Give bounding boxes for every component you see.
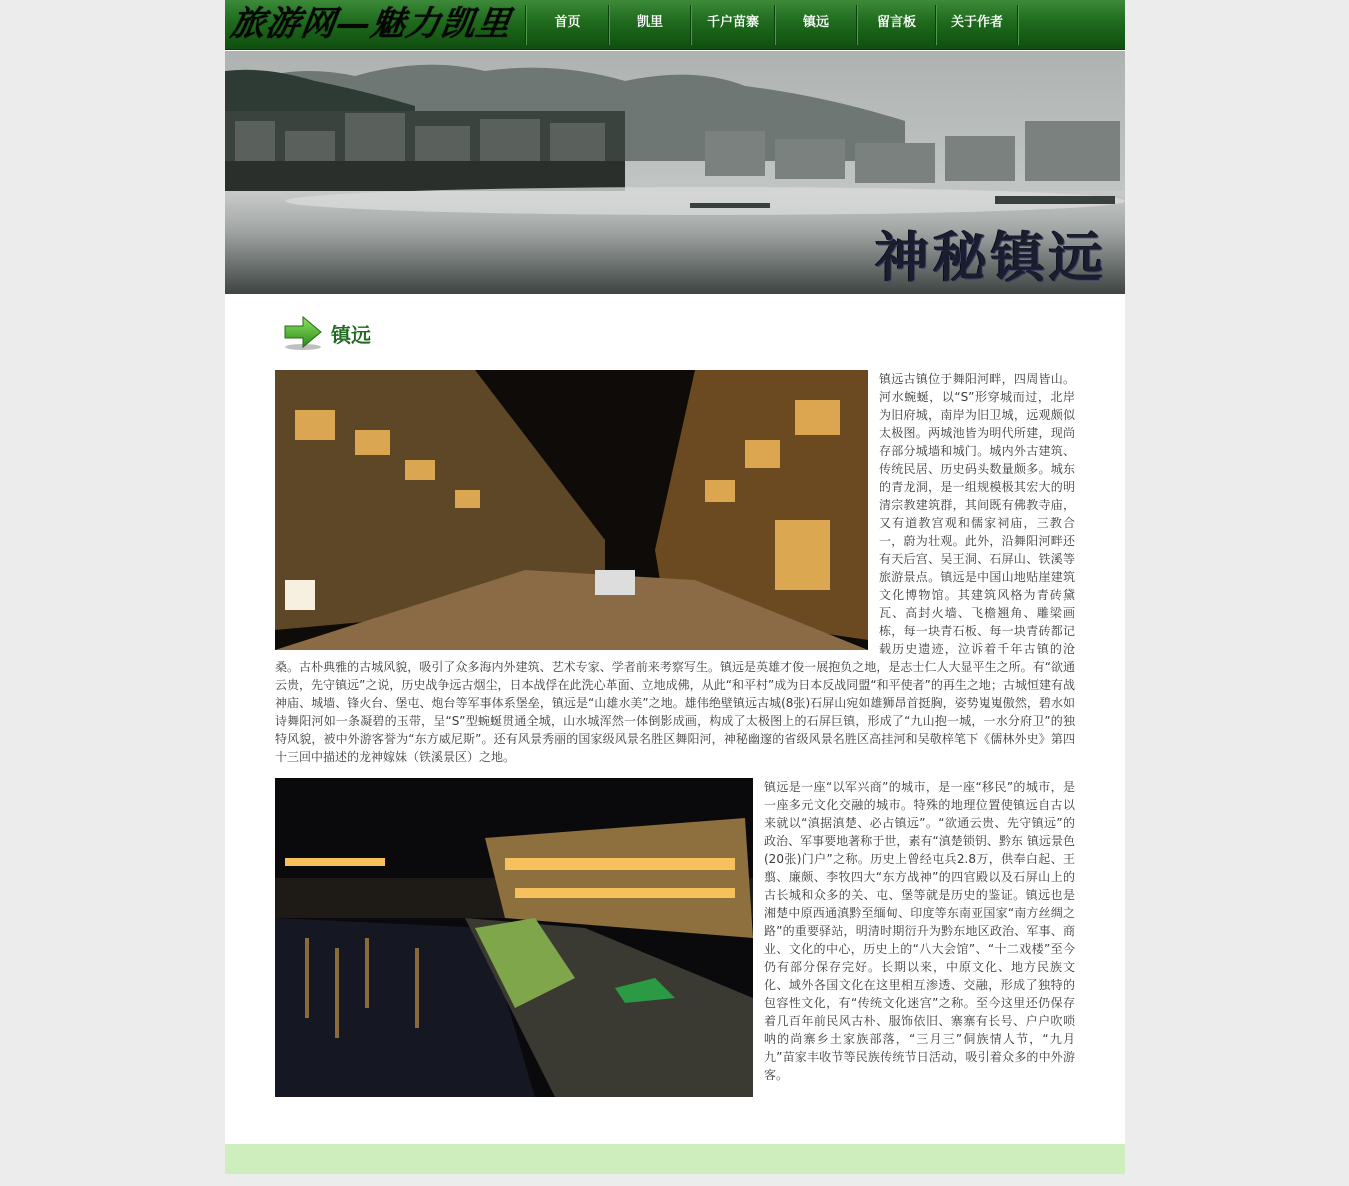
header-bar [225,0,1125,50]
site-logo[interactable]: 旅游网—魅力凯里 [228,4,514,44]
footer-bar [225,1144,1125,1174]
nav-item-qianhu-miaozhai[interactable]: 千户苗寨 [706,15,759,30]
arrow-right-icon [283,315,323,351]
article-text-2: 镇远是一座“以军兴商”的城市，是一座“移民”的城市，是一座多元文化交融的城市。特殊的地理位置使镇远自古以来就以“滇据滇楚、必占镇远”。“欲通云贵、先守镇远”的政治、军事要地著称于世，素有“滇楚锁钥、黔东 镇远景色(20张)门户”之称。历史上曾经屯兵2.8万，供奉白起、王翦、廉颇、李牧四大“东方战神”的四官殿以及石屏山上的古长城和众多的关、屯、堡等就是历史的鉴证。镇远也是湘楚中原西通滇黔至缅甸、印度等东南亚国家“南方丝绸之路”的重要驿站，明清时期衍升为黔东地区政治、军事、商业、文化的中心，历史上的“八大会馆”、“十二戏楼”至今仍有部分保存完好。长期以来，中原文化、地方民族文化、域外各国文化在这里相互渗透、交融，形成了独特的包容性文化，有“传统文化迷宫”之称。至今这里还仍保存着几百年前民风古朴、服饰依旧、寨寨有长号、户户吹唢呐的尚寨乡土家族部落，“三月三”侗族情人节，“九月九”苗家丰收节等民族传统节日活动，吸引着众多的中外游客。 [764,780,1075,1082]
nav-item-kaili[interactable]: 凯里 [636,15,663,30]
section-heading [283,315,371,351]
article-paragraph-1 [275,370,1075,766]
banner-image [225,51,1125,294]
banner-title: 神秘镇远 [875,225,1107,289]
article-paragraph-2 [275,778,1075,1099]
zhenyuan-river-night-photo [275,778,753,1097]
nav-item-guestbook[interactable]: 留言板 [876,15,916,30]
nav-item-zhenyuan[interactable]: 镇远 [802,15,829,30]
section-title: 镇远 [331,322,371,347]
zhenyuan-night-street-photo [275,370,868,650]
nav-item-about-author[interactable]: 关于作者 [950,15,1003,30]
nav-divider [1017,5,1019,45]
page-container [225,0,1125,1174]
main-nav [525,0,1019,50]
article-text-1: 镇远古镇位于舞阳河畔，四周皆山。河水蜿蜒，以“S”形穿城而过，北岸为旧府城，南岸为旧卫城，远观颇似太极图。两城池皆为明代所建，现尚存部分城墙和城门。城内外古建筑、传统民居、历史码头数量颇多。城东的青龙洞，是一组规模极其宏大的明清宗教建筑群，其间既有佛教寺庙，又有道教宫观和儒家祠庙，三教合一，蔚为壮观。此外，沿舞阳河畔还有天后宫、吴王洞、石屏山、铁溪等旅游景点。镇远是中国山地贴崖建筑文化博物馆。其建筑风格为青砖黛瓦、高封火墙、飞檐翘角、雕梁画栋，每一块青石板、每一块青砖都记载历史遗迹，泣诉着千年古镇的沧桑。古朴典雅的古城风貌，吸引了众多海内外建筑、艺术专家、学者前来考察写生。镇远是英雄才俊一展抱负之地，是志士仁人大显平生之所。有“欲通云贵，先守镇远”之说，历史战争远古烟尘，日本战俘在此洗心革面、立地成佛，从此“和平村”成为日本反战同盟“和平使者”的再生之地；古城恒建有战神庙、城墙、锋火台、堡屯、炮台等军事体系堡垒，镇远是“山雄水美”之地。雄伟绝壁镇远古城(8张)石屏山宛如雄狮昂首挺胸，姿势嵬嵬傲然，碧水如诗舞阳河如一条凝碧的玉带，呈“S”型蜿蜒贯通全城，山水城浑然一体倒影成画，构成了太极图上的石屏巨镇，形成了“九山抱一城，一水分府卫”的独特风貌，被中外游客誉为“东方威尼斯”。还有风景秀丽的国家级风景名胜区舞阳河，神秘幽邃的省级风景名胜区高挂河和吴敬梓笔下《儒林外史》第四十三回中描述的龙神嫁妹（铁溪景区）之地。 [275,372,1075,764]
nav-item-home[interactable]: 首页 [554,15,581,30]
